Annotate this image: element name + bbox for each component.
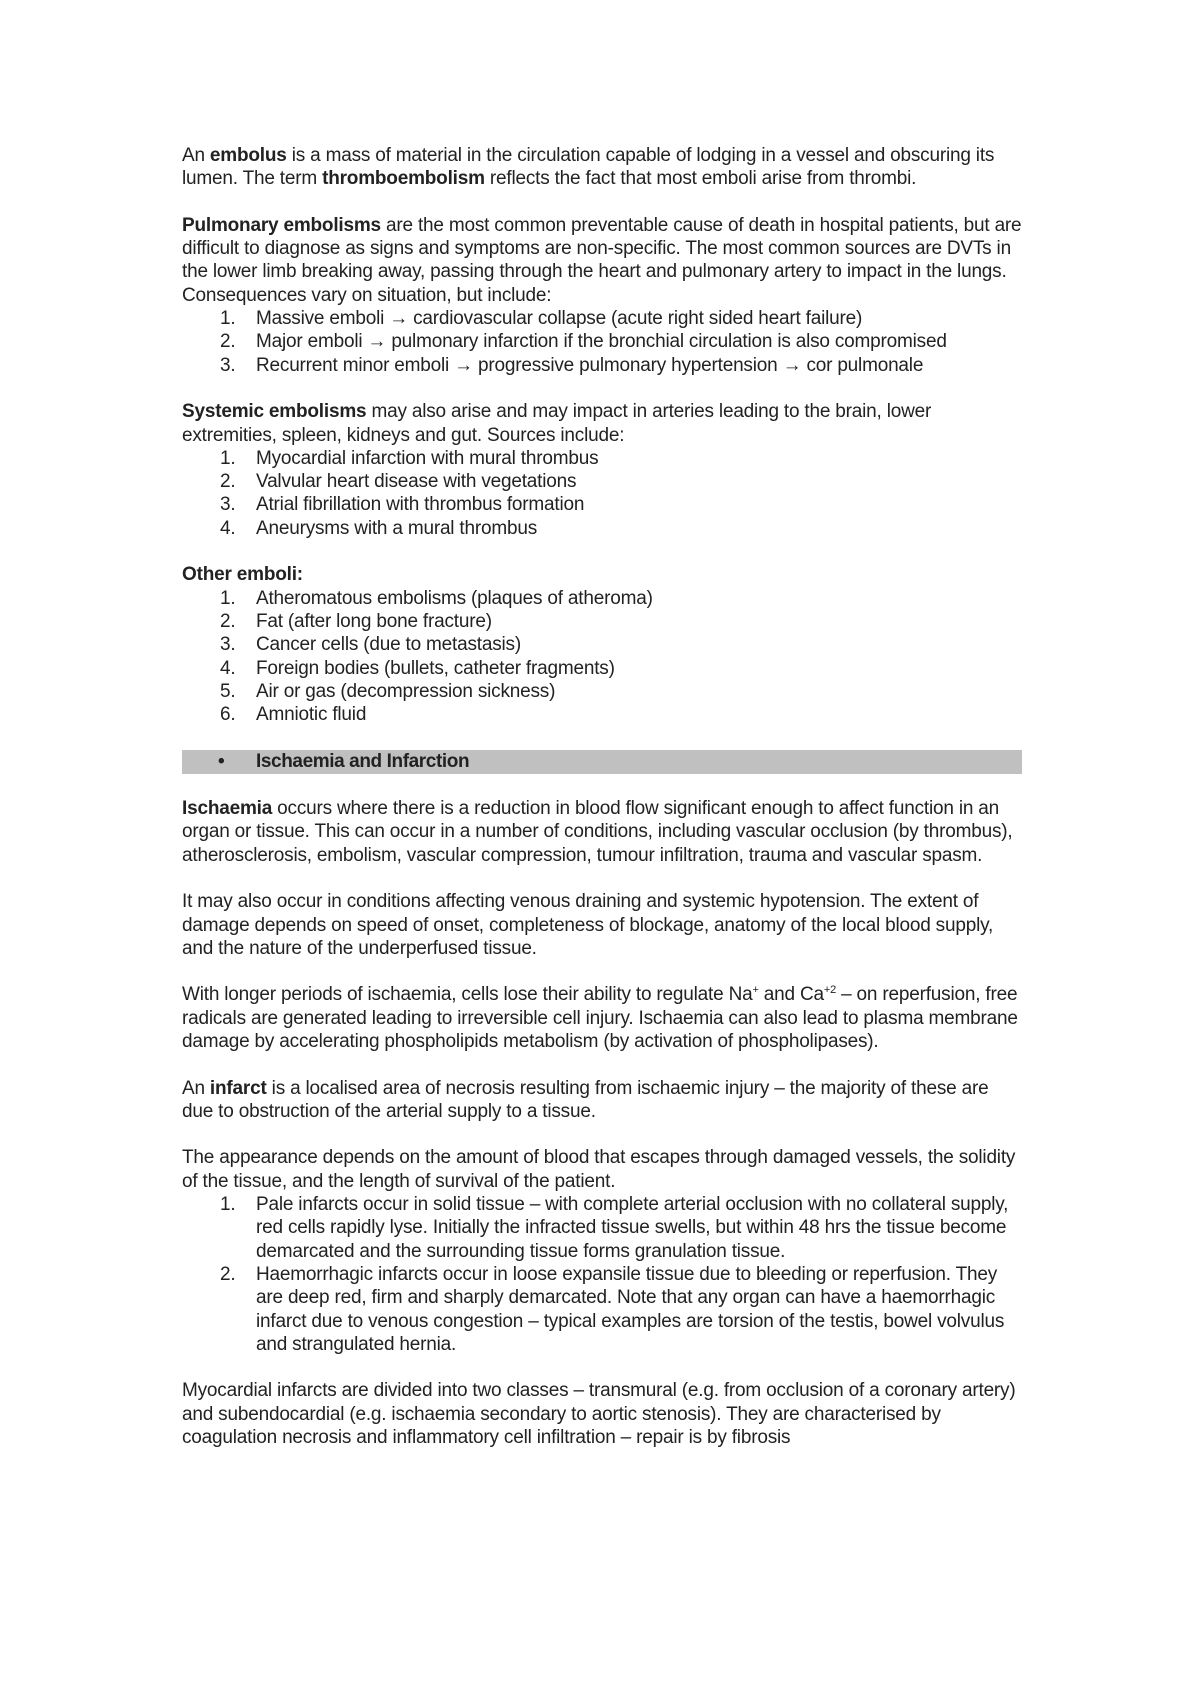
text-span: An — [182, 145, 210, 166]
other-emboli-list — [182, 587, 1022, 727]
list-item — [182, 680, 1022, 703]
list-item — [182, 657, 1022, 680]
text-span: and Ca — [758, 984, 824, 1006]
list-item-text: Amniotic fluid — [256, 704, 367, 726]
list-item-text: Atrial fibrillation with thrombus formation — [256, 494, 585, 516]
term-embolus: embolus — [209, 145, 287, 166]
list-number: 3. — [220, 354, 236, 376]
superscript: + — [752, 984, 759, 997]
text-span: – on reperfusion, free radicals are generated leading to irreversible cell injury. Ischaemia can also lead to plasma membrane damage by accelerating phospholipids metabolism (by activation of phospholipases). — [182, 984, 1018, 1052]
list-item — [182, 1263, 1022, 1356]
list-item-text: Atheromatous embolisms (plaques of atheroma) — [256, 587, 653, 609]
list-item-text: Cancer cells (due to metastasis) — [256, 634, 521, 656]
list-item-text: Pale infarcts occur in solid tissue – with complete arterial occlusion with no collateral supply, red cells rapidly lyse. Initially the infracted tissue swells, but within 48 hrs the tissue become demarcated and the surrounding tissue forms granulation tissue. — [256, 1194, 1009, 1262]
term-ischaemia: Ischaemia — [182, 798, 273, 820]
list-item-text: Recurrent minor emboli → progressive pulmonary hypertension → cor pulmonale — [256, 354, 924, 376]
list-number: 4. — [220, 517, 236, 539]
list-number: 4. — [220, 657, 236, 679]
text-span: may also arise and may impact in arteries leading to the brain, lower extremities, spleen, kidneys and gut. Sources include: — [182, 401, 932, 446]
list-item — [182, 1193, 1022, 1263]
term-systemic-embolisms: Systemic embolisms — [182, 401, 367, 423]
venous-paragraph: It may also occur in conditions affecting venous draining and systemic hypotension. The extent of damage depends on speed of onset, completeness of blockage, anatomy of the local blood supply, and the nature of the underperfused tissue. — [182, 891, 994, 959]
other-emboli-title: Other emboli: — [182, 564, 303, 586]
list-item — [182, 447, 1022, 470]
list-number: 2. — [220, 1263, 236, 1285]
list-item-text: Myocardial infarction with mural thrombus — [256, 447, 599, 469]
list-item-text: Air or gas (decompression sickness) — [256, 680, 556, 702]
list-item — [182, 470, 1022, 493]
section-title: Ischaemia and Infarction — [256, 751, 470, 773]
text-span: is a localised area of necrosis resulting from ischaemic injury – the majority of these are due to obstruction of the arterial supply to a tissue. — [182, 1077, 989, 1122]
other-emboli-heading — [182, 563, 1022, 586]
bullet-icon: • — [218, 751, 225, 773]
infarct-types-list — [182, 1193, 1022, 1356]
list-number: 1. — [220, 308, 236, 330]
list-item — [182, 354, 1022, 377]
text-span: With longer periods of ischaemia, cells lose their ability to regulate Na — [182, 984, 753, 1006]
list-item-text: Foreign bodies (bullets, catheter fragments) — [256, 657, 615, 679]
term-thromboembolism: thromboembolism — [322, 168, 485, 190]
embolus-paragraph — [182, 144, 1022, 191]
list-item-text: Aneurysms with a mural thrombus — [256, 517, 538, 539]
list-item-text: Massive emboli → cardiovascular collapse (acute right sided heart failure) — [256, 308, 863, 330]
list-item-text: Haemorrhagic infarcts occur in loose expansile tissue due to bleeding or reperfusion. They are deep red, firm and sharply demarcated. Note that any organ can have a haemorrhagic infarct due to venous congestion – typical examples are torsion of the testis, bowel volvulus and strangulated hernia. — [256, 1263, 1005, 1355]
list-number: 2. — [220, 331, 236, 353]
document-page — [182, 144, 1022, 1449]
list-number: 2. — [220, 610, 236, 632]
term-infarct: infarct — [209, 1077, 267, 1099]
list-number: 3. — [220, 634, 236, 656]
text-span: are the most common preventable cause of death in hospital patients, but are difficult to diagnose as signs and symptoms are non-specific. The most common sources are DVTs in the lower limb breaking away, passing through the heart and pulmonary artery to impact in the lungs. Consequences vary on situation, but include: — [182, 214, 1022, 306]
myocardial-paragraph: Myocardial infarcts are divided into two classes – transmural (e.g. from occlusion of a coronary artery) and subendocardial (e.g. ischaemia secondary to aortic stenosis). They are characterised by coagulation necrosis and inflammatory cell infiltration – repair is by fibrosis — [182, 1380, 1016, 1449]
text-span: is a mass of material in the circulation capable of lodging in a vessel and obscuring its lumen. The term — [182, 145, 995, 190]
text-span: An — [182, 1077, 210, 1099]
list-item — [182, 703, 1022, 726]
list-item — [182, 587, 1022, 610]
list-number: 1. — [220, 447, 236, 469]
ischaemia-paragraph — [182, 797, 1022, 867]
superscript: +2 — [823, 984, 837, 997]
list-item — [182, 517, 1022, 540]
list-number: 6. — [220, 704, 236, 726]
systemic-paragraph — [182, 400, 1022, 447]
list-item — [182, 330, 1022, 353]
list-item-text: Major emboli → pulmonary infarction if the bronchial circulation is also compromised — [256, 331, 947, 353]
list-number: 1. — [220, 587, 236, 609]
reperfusion-paragraph — [182, 983, 1022, 1053]
list-number: 2. — [220, 471, 236, 493]
list-item — [182, 610, 1022, 633]
list-item-text: Fat (after long bone fracture) — [256, 610, 492, 632]
infarct-paragraph — [182, 1077, 1022, 1124]
section-heading-bar — [182, 750, 1022, 774]
appearance-paragraph: The appearance depends on the amount of blood that escapes through damaged vessels, the solidity of the tissue, and the length of survival of the patient. — [182, 1147, 1016, 1192]
list-item-text: Valvular heart disease with vegetations — [256, 471, 577, 493]
list-number: 1. — [220, 1194, 236, 1216]
pulmonary-paragraph — [182, 214, 1022, 307]
list-item — [182, 493, 1022, 516]
list-item — [182, 633, 1022, 656]
text-span: occurs where there is a reduction in blood flow significant enough to affect function in an organ or tissue. This can occur in a number of conditions, including vascular occlusion (by thrombus), atherosclerosis, embolism, vascular compression, tumour infiltration, trauma and vascular spasm. — [182, 798, 1013, 866]
systemic-list — [182, 447, 1022, 540]
pulmonary-list — [182, 307, 1022, 377]
text-span: reflects the fact that most emboli arise from thrombi. — [484, 168, 917, 190]
list-item — [182, 307, 1022, 330]
term-pulmonary-embolisms: Pulmonary embolisms — [182, 214, 381, 236]
list-number: 5. — [220, 680, 236, 702]
list-number: 3. — [220, 494, 236, 516]
